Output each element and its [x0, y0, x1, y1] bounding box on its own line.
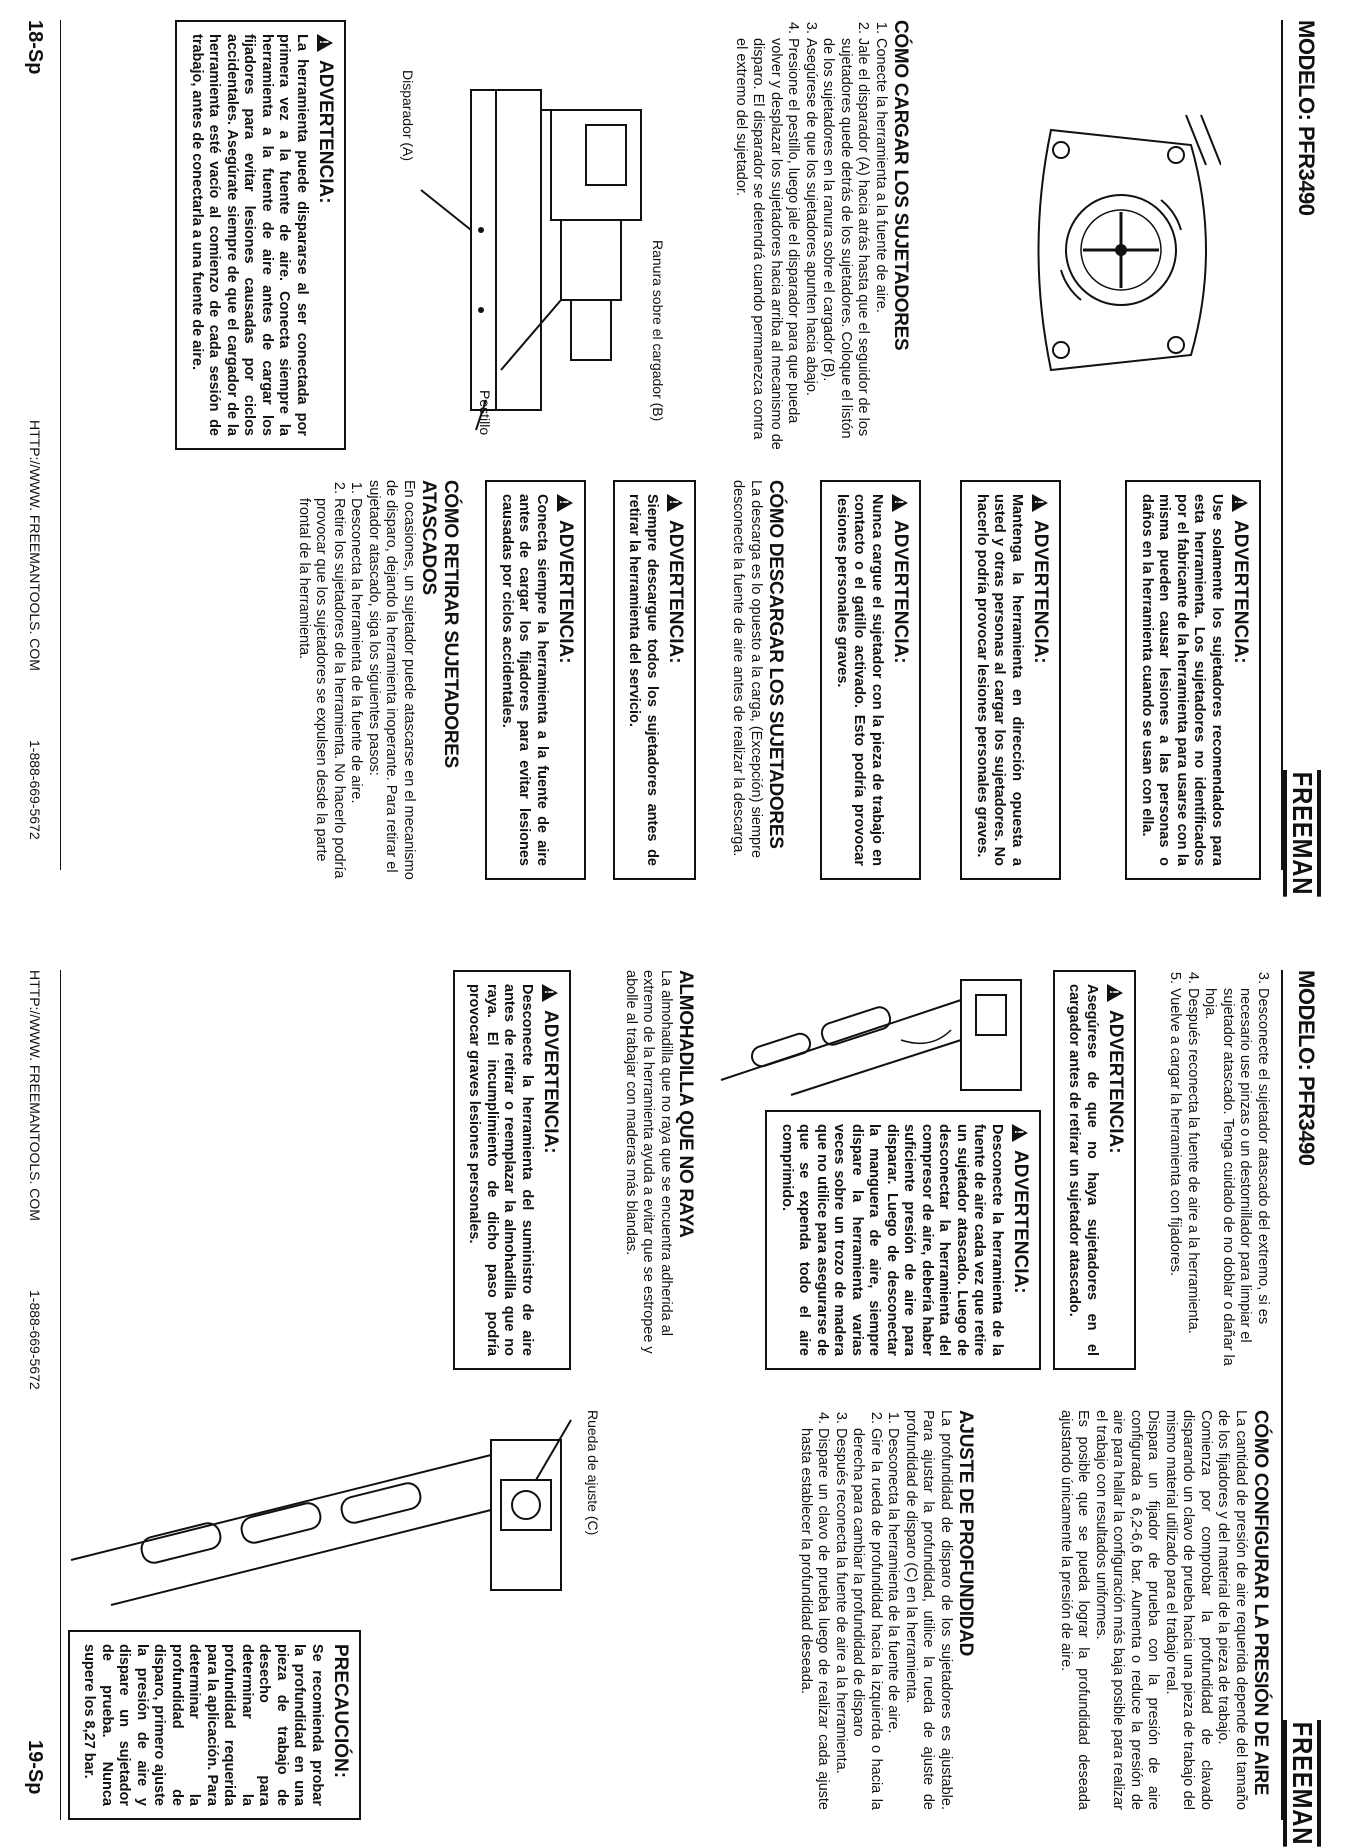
- jam-step-4: 4. Después reconecta la fuente de aire a la herramienta.: [1184, 988, 1202, 1370]
- label-wheel: Rueda de ajuste (C): [585, 1410, 601, 1536]
- warning-pad-box: [453, 970, 571, 1370]
- jam-step-3: 3. Desconecte el sujetador atascado del extremo, si es necesario use pinzas o un destornillador para limpiar el sujetador atascado. Tenga cuidado de no doblar o dañar la hoja.: [1201, 988, 1271, 1370]
- warning-triangle-icon: [542, 984, 558, 1002]
- page-18: [0, 10, 1361, 910]
- depth-text: La profundidad de disparo de los sujetadores es ajustable. Para ajustar la profundidad, utilice la rueda de ajuste de profundidad de disparo (C) en la herramienta.: [903, 1410, 954, 1810]
- warning-triangle-icon: [892, 494, 908, 512]
- warning-triangle-icon: [1232, 494, 1248, 512]
- warning-triangle-icon: [1012, 1124, 1028, 1142]
- freeman-logo: FREEMAN: [1283, 770, 1321, 897]
- pad-text: La almohadilla que no raya que se encuentra adherida al extremo de la herramienta ayuda a evitar que se estropee y abolle al trabajar con maderas más blandas.: [623, 970, 674, 1354]
- model-title: MODELO: PFR3490: [1294, 970, 1319, 1166]
- warning-text: Use solamente los sujetadores recomendados para esta herramienta. Los sujetadores no identificados por el fabricante de la herramienta para usarse con la misma pueden causar lesiones a las personas o daños en la herramienta cuando se usan con ella.: [1139, 494, 1225, 866]
- label-latch: Pestillo: [477, 390, 493, 436]
- warning-text: La herramienta puede dispararse al ser conectada por primera vez a la fuente de aire. Conecta siempre la herramienta a la fuente de aire antes de cargar los fijadores para evitar lesiones causadas por ciclos accidentales. Asegúrate siempre de que el cargador de la herramienta esté vacío al comienzo de cada sesión de trabajo, antes de conectarla a una fuente de aire.: [189, 34, 310, 436]
- warning-title: ADVERTENCIA:: [315, 60, 336, 204]
- caution-title: PRECAUCIÓN:: [330, 1644, 351, 1779]
- warning-title: ADVERTENCIA:: [890, 520, 911, 664]
- label-slot: Ranura sobre el cargador (B): [650, 240, 666, 422]
- footer-rule: [60, 20, 61, 870]
- unload-section: [729, 480, 786, 880]
- unload-text: La descarga es lo opuesto a la carga, (Excepción) siempre desconecte la fuente de aire antes de realizar la descarga.: [730, 480, 764, 859]
- jam-heading: CÓMO RETIRAR SUJETADORES ATASCADOS: [418, 480, 461, 769]
- nailer-loading-illustration: [371, 70, 671, 450]
- air-section: [1057, 1410, 1272, 1810]
- warning-connect-box: [176, 20, 347, 450]
- air-paragraph-4: Es posible que se pueda lograr la profundidad deseada ajustando únicamente la presión de aire.: [1058, 1410, 1092, 1810]
- warning-title: ADVERTENCIA:: [1030, 520, 1051, 664]
- warning-title: ADVERTENCIA:: [1105, 1010, 1126, 1154]
- warning-text: Siempre descargue todos los sujetadores antes de retirar la herramienta del servicio.: [626, 494, 660, 866]
- warning-text: Nunca cargue el sujetador con la pieza de trabajo en contacto o el gatillo activado. Esto podría provocar lesiones personales graves.: [834, 494, 885, 866]
- nailer-nose-illustration: [711, 970, 1041, 1100]
- jam-section: [295, 480, 462, 880]
- warning-title: ADVERTENCIA:: [1010, 1150, 1031, 1294]
- warning-text: Desconecte la herramienta de la fuente de aire cada vez que retire un sujetador atascado. Luego de desconectar la herramienta del compresor de aire, debería haber suficiente presión de aire para disparar. Luego de desconectar la manguera de aire, siempre dispare la herramienta varias veces sobre un trozo de madera que no utilice para asegurarse de que se expenda todo el aire comprimido.: [779, 1124, 1005, 1356]
- load-step-1: 1. Conecte la herramienta a la fuente de aire.: [872, 38, 890, 450]
- warning-direction-box: [961, 480, 1062, 880]
- page-19: [0, 940, 1361, 1846]
- caution-text: Se recomienda probar la profundidad en una pieza de trabajo de desecho para determinar la profundidad requerida para la aplicación. Para determinar la profundidad de disparo, primero ajuste la presión de aire y dispare un sujetador de prueba. Nunca supere los 8,27 bar.: [81, 1644, 325, 1806]
- warning-title: ADVERTENCIA:: [665, 520, 686, 664]
- load-step-2: 2. Jale el disparador (A) hacia atrás hasta que el seguidor de los sujetadores quede detrás de los sujetadores. Coloque el listón de los sujetadores en la ranura sobre el cargador (B).: [819, 38, 872, 450]
- depth-section: [797, 1410, 977, 1810]
- pad-heading: ALMOHADILLA QUE NO RAYA: [675, 970, 696, 1238]
- model-title: MODELO: PFR3490: [1294, 20, 1319, 216]
- warning-triangle-icon: [557, 494, 573, 512]
- freeman-logo: FREEMAN: [1283, 1720, 1321, 1847]
- warning-text: Asegúrese de que no haya sujetadores en el cargador antes de retirar un sujetador atascado.: [1066, 984, 1100, 1356]
- depth-step-4: 4. Dispare un clavo de prueba luego de realizar cada ajuste hasta establecer la profundidad deseada.: [797, 1428, 832, 1810]
- label-trigger: Disparador (A): [400, 70, 416, 162]
- warning-contact-box: [821, 480, 922, 880]
- header-rule: [1281, 970, 1283, 1820]
- depth-step-2: 2. Gire la rueda de profundidad hacia la izquierda o hacia la derecha para cambiar la profundidad de disparo: [849, 1428, 884, 1810]
- load-step-4: 4. Presione el pestillo, luego jale el disparador para que pueda volver y desplazar los sujetadores hacia arriba al mecanismo de disparo. El disparador se detendrá cuando permanezca contra el extremo del sujetador.: [732, 38, 802, 450]
- nailer-cap-illustration: [1021, 105, 1221, 395]
- jam-step-1: 1. Desconecta la herramienta de la fuente de aire.: [347, 498, 365, 880]
- air-paragraph-2: Comienza por comprobar la profundidad de clavado disparando un clavo de prueba hacia una pieza de trabajo del mismo material utilizado para el trabajo real.: [1163, 1410, 1214, 1810]
- depth-heading: AJUSTE DE PROFUNDIDAD: [955, 1410, 976, 1656]
- depth-step-3: 3. Después reconecta la fuente de aire a la herramienta.: [832, 1428, 850, 1810]
- load-step-3: 3. Asegúrese de que los sujetadores apunten hacia abajo.: [802, 38, 820, 450]
- load-heading: CÓMO CARGAR LOS SUJETADORES: [890, 20, 911, 351]
- warning-recommended-box: [1126, 480, 1262, 880]
- warning-triangle-icon: [1032, 494, 1048, 512]
- air-paragraph-1: La cantidad de presión de aire requerida depende del tamaño de los fijadores y del material de la pieza de trabajo.: [1215, 1410, 1249, 1810]
- depth-wheel-illustration: [61, 1410, 581, 1610]
- pad-section: [622, 970, 697, 1370]
- footer-rule: [60, 970, 61, 1820]
- jam-step-5: 5. Vuelve a cargar la herramienta con fijadores.: [1166, 988, 1184, 1370]
- warning-triangle-icon: [317, 34, 333, 52]
- warning-triangle-icon: [667, 494, 683, 512]
- header-rule: [1281, 20, 1283, 870]
- warning-text: Conecta siempre la herramienta a la fuente de aire antes de cargar los fijadores para evitar lesiones causadas por ciclos accidentales.: [499, 494, 550, 866]
- jam-step-2: 2. Retire los sujetadores de la herramienta. No hacerlo podría provocar que los sujetadores se expulsen desde la parte frontal de la herramienta.: [295, 498, 348, 880]
- jam-steps-continued: [1166, 970, 1271, 1370]
- load-section: [732, 20, 912, 450]
- warning-title: ADVERTENCIA:: [540, 1010, 561, 1154]
- warning-triangle-icon: [1107, 984, 1123, 1002]
- page-number: 18-Sp: [24, 20, 46, 75]
- warning-title: ADVERTENCIA:: [1230, 520, 1251, 664]
- caution-box: [68, 1630, 361, 1820]
- warning-text: Mantenga la herramienta en dirección opuesta a usted y otras personas al cargar los sujetadores. No hacerlo podría provocar lesiones personales graves.: [974, 494, 1025, 866]
- warning-connect2-box: [486, 480, 587, 880]
- warning-disconnect-box: [766, 1110, 1042, 1370]
- warning-title: ADVERTENCIA:: [555, 520, 576, 664]
- unload-heading: CÓMO DESCARGAR LOS SUJETADORES: [765, 480, 786, 849]
- depth-step-1: 1. Desconecta la herramienta de la fuente de aire.: [884, 1428, 902, 1810]
- air-heading: CÓMO CONFIGURAR LA PRESIÓN DE AIRE: [1250, 1410, 1271, 1796]
- jam-text: En ocasiones, un sujetador puede atascarse en el mecanismo de disparo, dejando la herramienta inoperante. Para retirar el sujetador atascado, siga los siguientes pasos:: [366, 480, 417, 880]
- footer-phone: 1-888-669-5672: [27, 1290, 43, 1390]
- page-number: 19-Sp: [24, 1740, 46, 1795]
- footer-url: HTTP://WWW. FREEMANTOOLS. COM: [27, 970, 43, 1221]
- footer-phone: 1-888-669-5672: [27, 740, 43, 840]
- footer-url: HTTP://WWW. FREEMANTOOLS. COM: [27, 420, 43, 671]
- warning-unload-box: [613, 480, 696, 880]
- air-paragraph-3: Dispara un fijador de prueba con la presión de aire configurada a 6,2-6,6 bar. Aumenta o reduce la presión de aire para hallar la configuración más baja posible para realizar el trabajo con resultados uniformes.: [1093, 1410, 1162, 1810]
- warning-jammed-box: [1053, 970, 1136, 1370]
- warning-text: Desconecte la herramienta del suministro de aire antes de retirar o reemplazar la almohadilla que no raya. El incumplimiento de dicho paso podría provocar graves lesiones personales.: [466, 984, 535, 1356]
